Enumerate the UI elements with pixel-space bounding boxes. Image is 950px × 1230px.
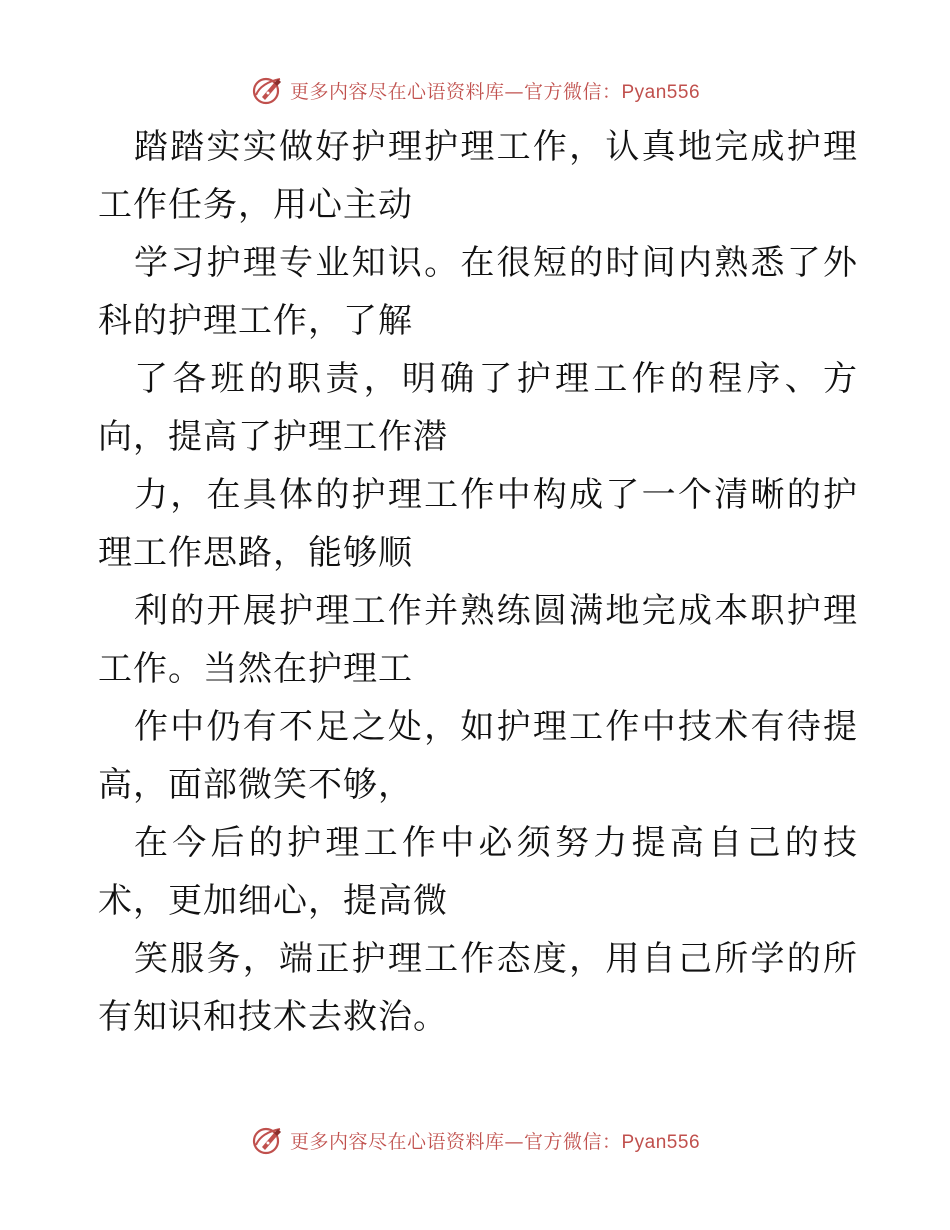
pen-nib-logo-icon <box>250 1123 284 1157</box>
footer-dash: — <box>504 1130 524 1153</box>
paragraph: 在今后的护理工作中必须努力提高自己的技术，更加细心，提高微 <box>98 823 858 921</box>
footer-text-cn: 更多内容尽在心语资料库 <box>289 1130 505 1153</box>
paragraph: 学习护理专业知识。在很短的时间内熟悉了外科的护理工作，了解 <box>98 243 858 341</box>
paragraph: 作中仍有不足之处，如护理工作中技术有待提高，面部微笑不够， <box>98 707 858 805</box>
footer-text-cn2: 官方微信： <box>523 1130 622 1153</box>
footer-wechat-id: Pyan556 <box>621 1131 701 1153</box>
footer-banner-text <box>290 1127 700 1154</box>
paragraph: 笑服务，端正护理工作态度，用自己所学的所有知识和技术去救治。 <box>98 939 858 1037</box>
footer-banner <box>0 1122 950 1158</box>
paragraph: 了各班的职责，明确了护理工作的程序、方向，提高了护理工作潜 <box>98 359 858 457</box>
header-banner <box>0 72 950 108</box>
pen-nib-logo-icon <box>250 73 284 107</box>
document-body <box>98 118 858 1046</box>
paragraph: 利的开展护理工作并熟练圆满地完成本职护理工作。当然在护理工 <box>98 591 858 689</box>
header-text-cn2: 官方微信： <box>523 80 622 103</box>
paragraph: 踏踏实实做好护理护理工作，认真地完成护理工作任务，用心主动 <box>98 127 858 225</box>
paragraph: 力，在具体的护理工作中构成了一个清晰的护理工作思路，能够顺 <box>98 475 858 573</box>
header-dash: — <box>504 80 524 103</box>
header-banner-text <box>290 77 700 104</box>
header-wechat-id: Pyan556 <box>621 81 701 103</box>
header-text-cn: 更多内容尽在心语资料库 <box>289 80 505 103</box>
